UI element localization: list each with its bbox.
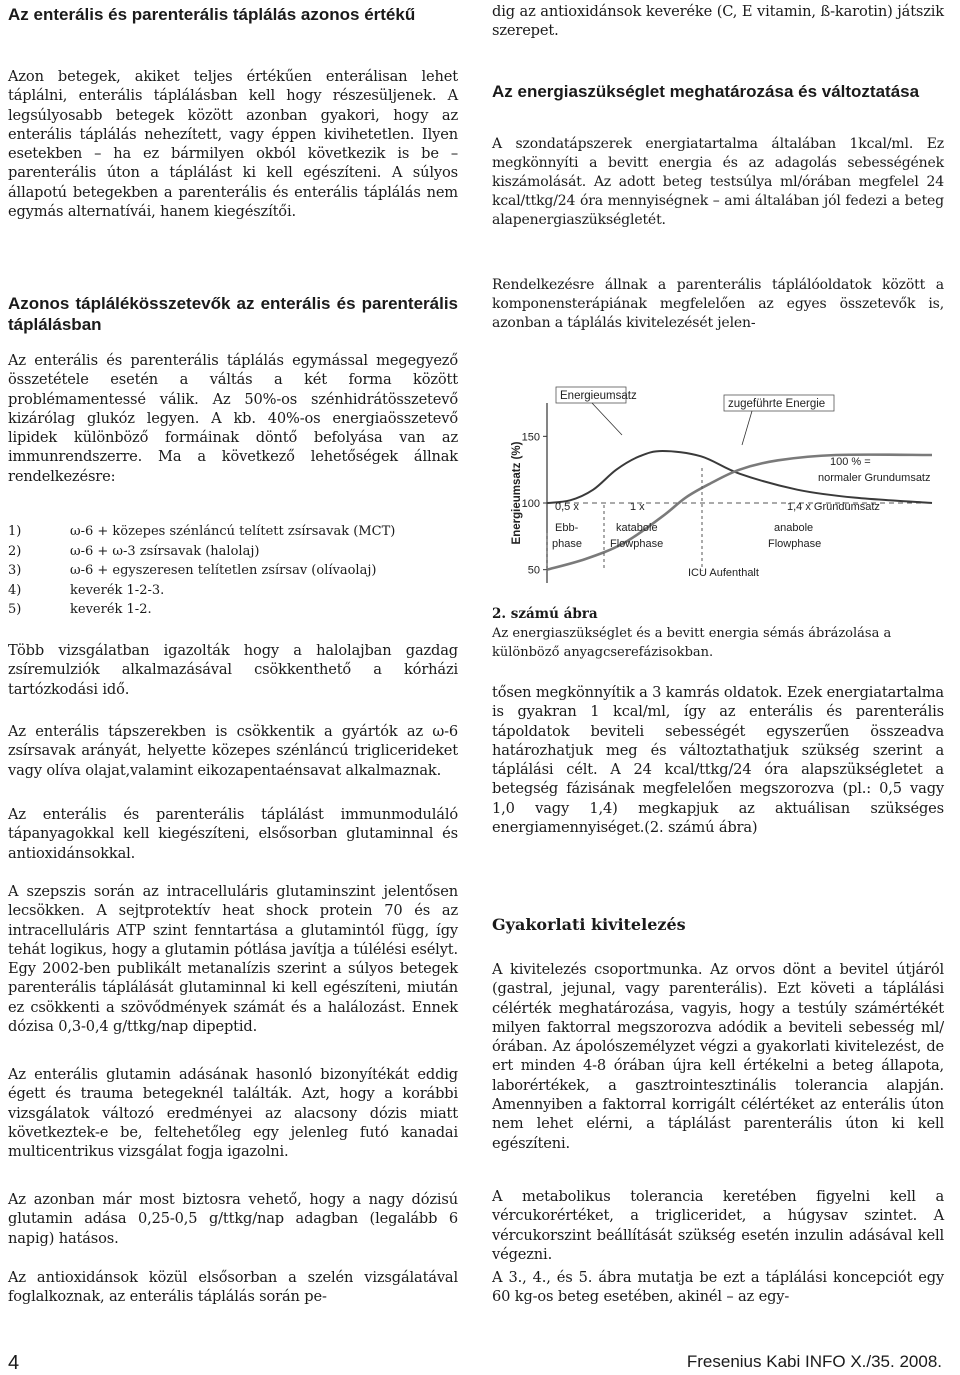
lipid-option-5 <box>8 600 458 620</box>
label-ebb-2: phase <box>552 538 582 550</box>
paragraph-composition: Az enterális és parenterális táplálás egymással megegyező összetétele esetén a váltás a két forma között problémamentessé válik. Az 50%-os szénhidrátösszetevő kizárólag glukóz legyen. A kb. 40%-os energiaösszetevő lipidek különböző formáinak döntő befolyása van az immunrendszerre. Ma a következő lehetőségek állnak rendelkezésre: <box>8 352 458 485</box>
label-factor-one: 1 x <box>630 501 645 513</box>
magazine-footer: Fresenius Kabi INFO X./35. 2008. <box>686 1352 942 1371</box>
lipid-option-number: 3) <box>8 563 22 578</box>
label-katabole-2: Flowphase <box>610 538 664 550</box>
y-tick-label: 100 <box>521 498 540 510</box>
lipid-option-text: ω-6 + ω-3 zsírsavak (halolaj) <box>70 543 260 559</box>
section-title-energy-requirement: Az energiaszükséglet meghatározása és változtatása <box>492 82 920 101</box>
energy-phase-chart <box>492 383 944 598</box>
label-katabole-1: katabole <box>616 522 658 534</box>
label-factor-1-4: 1,4 x Grundumsatz <box>787 501 880 513</box>
paragraph-sepsis-glutamine: A szepszis során az intracelluláris glutaminszint jelentősen lecsökken. A sejtprotektív heat shock protein 70 és az intracelluláris ATP szint fenntartása a glutamintól függ, így tehát logikus, hogy a glutamin pótlása javítja a túlélési esélyt. Egy 2002-ben publikált metanalízis szerint a súlyos betegek parenterális táplálását glutaminnal ki kell egészíteni, miután ez csökkenti a szövődmények számát és a halálozást. Ennek dózisa 0,3-0,4 g/ttkg/nap dipeptid. <box>8 883 458 1036</box>
label-zugefuehrte-energie: zugeführte Energie <box>728 398 826 410</box>
lipid-option-3 <box>8 561 458 581</box>
label-factor-half: 0,5 x <box>555 501 579 513</box>
lipid-option-1 <box>8 522 458 542</box>
chart-ylabel: Energieumsatz (%) <box>511 441 523 545</box>
chart-xlabel: ICU Aufenthalt <box>688 567 759 579</box>
lipid-options-list <box>8 522 458 620</box>
paragraph-fish-oil: Több vizsgálatban igazolták hogy a halolajban gazdag zsíremulziók alkalmazásával csökkenthető a kórházi tartózkodási idő. <box>8 642 458 698</box>
paragraph-tube-feed-energy: A szondatápszerek energiatartalma általában 1kcal/ml. Ez megkönnyíti a bevitt energia és az adagolás sebességének kiszámolását. Az adott beteg testsúlya ml/órában megfelel 24 kcal/ttkg/24 óra mennyiségnek – ami általában jól fedezi a beteg alapenergiaszükségletét. <box>492 136 944 228</box>
paragraph-metabolic-tolerance: A metabolikus tolerancia keretében figyelni kell a vércukorértéket, a trigliceridet, a húgysav szintet. A vércukorszint beállítását szükség esetén inzulin adásával kell végezni. <box>492 1188 944 1263</box>
y-tick-label: 150 <box>521 431 540 444</box>
lipid-option-number: 1) <box>8 524 22 539</box>
lipid-option-text: keverék 1-2-3. <box>70 582 165 598</box>
paragraph-omega6: Az enterális tápszerekben is csökkentik a gyártók az ω-6 zsírsavak arányát, helyette közepes szénláncú triglicerideket vagy olíva olajat,valamint eikozapentaénsavat alkalmaznak. <box>8 723 458 779</box>
lipid-option-text: ω-6 + egyszeresen telítetlen zsírsav (olívaolaj) <box>70 563 377 578</box>
paragraph-figures-concept: A 3., 4., és 5. ábra mutatja be ezt a táplálási koncepciót egy 60 kg-os beteg esetében, akinél – az egy- <box>492 1269 944 1306</box>
y-tick-label: 50 <box>527 564 540 577</box>
paragraph-immunomodulation: Az enterális és parenterális táplálást immunmoduláló tápanyagokkal kell kiegészíteni, elsősorban glutaminnal és antioxidánsokkal. <box>8 806 458 862</box>
lipid-option-2 <box>8 542 458 562</box>
paragraph-intro: Azon betegek, akiket teljes értékűen enterálisan lehet táplálni, enterális táplálásban kell hogy részesüljenek. A legsúlyosabb betegek között azonban gyakori, hogy az enterális táplálás nehezített, vagy éppen kivihetetlen. Ilyen esetekben – ha ez bármilyen okból következik is be – parenterális úton a táplálást ki kell egészíteni. A súlyos állapotú betegekben a parenterális és enterális táplálás nem egymás alternatívái, hanem kiegészítői. <box>8 68 458 221</box>
label-energieumsatz: Energieumsatz <box>560 390 637 402</box>
paragraph-glutamine-dose: Az azonban már most biztosra vehető, hogy a nagy dózisú glutamin adása 0,25-0,5 g/ttkg/nap adagban (legalább 6 napig) hatásos. <box>8 1191 458 1247</box>
figure-caption-title: 2. számú ábra <box>492 606 598 622</box>
label-anabole-1: anabole <box>774 522 814 534</box>
lipid-option-4 <box>8 581 458 601</box>
label-reference: 100 % = <box>830 456 871 468</box>
label-anabole-2: Flowphase <box>768 538 822 550</box>
lipid-option-number: 4) <box>8 582 22 598</box>
label-reference-2: normaler Grundumsatz <box>818 472 931 484</box>
section-title-components: Azonos táplálékösszetevők az enterális és parenterális táplálásban <box>8 294 458 334</box>
paragraph-three-chamber: tősen megkönnyítik a 3 kamrás oldatok. Ezek energiatartalma is gyakran 1 kcal/ml, így az enterális és parenterális tápoldatok beviteli sebességét egyszerűen összeadva határozhatjuk meg és változtathatjuk szükség szerint a táplálási célt. A 24 kcal/ttkg/24 óra alapszükségletet a betegség fázisának megfelelően megszorozva (pl.: 0,5 vagy 1,0 vagy 1,4) megkapjuk az aktuálisan szükséges energiamennyiséget.(2. számú ábra) <box>492 684 944 837</box>
lipid-option-number: 2) <box>8 543 22 559</box>
paragraph-component-therapy: Rendelkezésre állnak a parenterális táplálóoldatok között a komponensterápiának megfelelően az egyes összetevők is, azonban a táplálás kivitelezését jelen- <box>492 277 944 331</box>
paragraph-antioxidants: Az antioxidánsok közül elsősorban a szelén vizsgálatával foglalkoznak, az enterális táplálás során pe- <box>8 1269 458 1306</box>
figure-caption-text: Az energiaszükséglet és a bevitt energia sémás ábrázolása a különböző anyagcserefázisokban. <box>492 626 892 660</box>
lipid-option-text: ω-6 + közepes szénláncú telített zsírsavak (MCT) <box>70 524 396 539</box>
page-number: 4 <box>8 1352 20 1374</box>
chart-y-ticks <box>522 431 547 576</box>
paragraph-team-work: A kivitelezés csoportmunka. Az orvos dönt a bevitel útjáról (gastral, jejunal, vagy parenterális). Ezt követi a táplálási célérték meghatározása, vagyis, hogy a testúly számértékét milyen faktorral megszorozva adódik a beviteli sebesség ml/órában. Az ápolószemélyzet végzi a gyakorlati kivitelezést, de ert minden 4-8 órában újra kell értékelni a beteg állapota, laborértékek, a gasztrointesztinális tolerancia alapján. Amennyiben a faktorral korrigált célértéket az enterális úton nem lehet elérni, a táplálást parenterális úton ki kell egészíteni. <box>492 961 944 1152</box>
lipid-option-text: keverék 1-2. <box>70 602 152 617</box>
section-title-practice: Gyakorlati kivitelezés <box>492 915 686 934</box>
paragraph-antioxidant-mix: dig az antioxidánsok keveréke (C, E vitamin, ß-karotin) játszik szerepet. <box>492 3 944 40</box>
label-pointer-2 <box>742 411 752 445</box>
paragraph-enteral-glutamine: Az enterális glutamin adásának hasonló bizonyítékát eddig égett és trauma betegeknél találták. Azt, hogy a korábbi vizsgálatok változó eredményei az alacsony dózis miatt következtek-e be, feltehetőleg egy jelenleg futó kanadai multicentrikus vizsgálat fogja igazolni. <box>8 1066 458 1161</box>
label-ebb-1: Ebb- <box>555 522 579 534</box>
lipid-option-number: 5) <box>8 602 22 617</box>
label-pointer-1 <box>592 403 622 435</box>
figure-caption <box>492 605 944 662</box>
section-title-equal-value: Az enterális és parenterális táplálás azonos értékű <box>8 5 416 24</box>
